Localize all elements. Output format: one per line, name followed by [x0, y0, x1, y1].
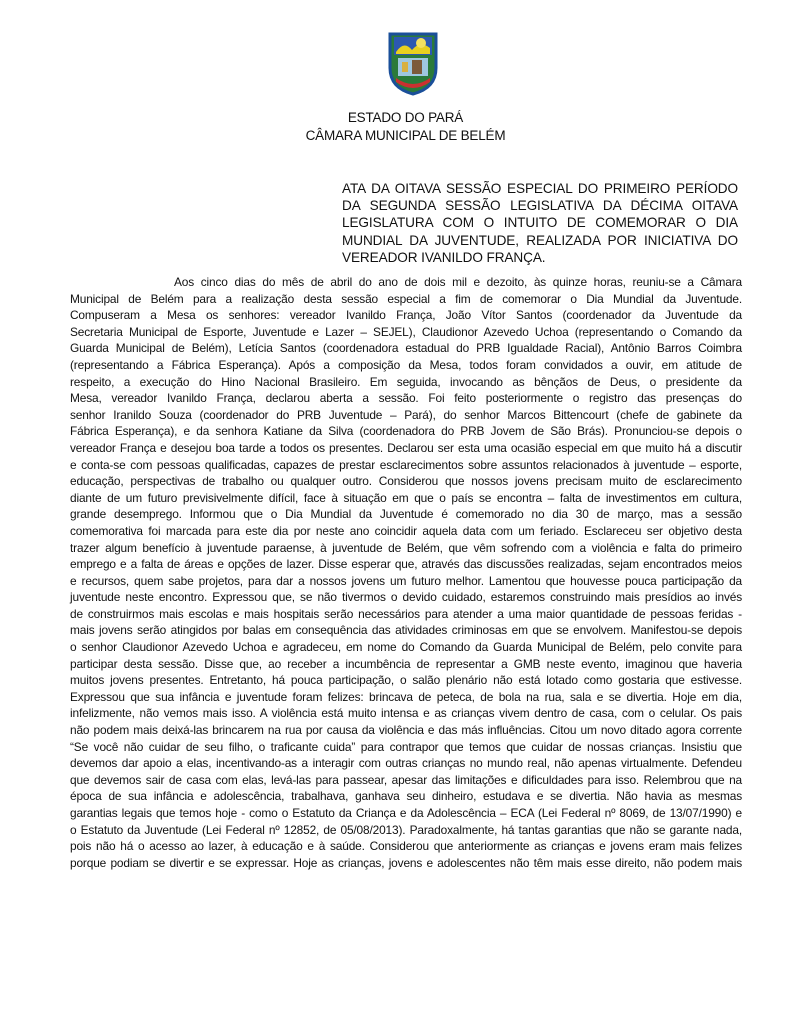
body-line: Aos cinco dias do mês de abril do ano de dois mil e dezoito, às quinze horas, reuniu-se a Câmara	[174, 275, 742, 289]
coat-of-arms-emblem	[386, 28, 440, 96]
title-line: VEREADOR IVANILDO FRANÇA.	[342, 249, 546, 265]
body-line: pois não há o acesso ao lazer, à educação e à saúde. Considerou que anteriormente as crianças e jovens eram mais felizes	[70, 839, 742, 854]
body-line: vereador França e desejou boa tarde a todos os presentes. Declarou ser esta uma ocasião especial em que muito há a discutir	[70, 440, 742, 455]
body-line: Expressou que sua infância e juventude foram felizes: brincava de peteca, de bola na rua, sala e se divertia. Hoje em dia,	[70, 689, 742, 704]
body-line: devemos dar apoio a elas, incentivando-as a interagir com outras crianças no mundo real, não apenas virtualmente. Defendeu	[70, 756, 742, 771]
body-line: senhor Iranildo Souza (coordenador do PRB Juventude – Pará), do senhor Marcos Bittencourt (chefe de gabinete da	[70, 407, 742, 422]
body-line: Secretaria Municipal de Esporte, Juventude e Lazer – SEJEL), Claudionor Azevedo Uchoa (representando o Comando da	[70, 324, 742, 339]
body-line: o senhor Claudionor Azevedo Uchoa e agradeceu, em nome do Comando da Guarda Municipal de Belém, pelo convite para	[70, 640, 742, 655]
minutes-body-text	[70, 274, 742, 871]
body-line: diante de um futuro previsivelmente difícil, face à situação em que o país se encontra – falta de investimentos em cultura,	[70, 490, 742, 505]
body-line: trazer algum benefício à juventude paraense, à juventude de Belém, que vêm sofrendo com a violência e falta do primeiro	[70, 540, 742, 555]
title-line: MUNDIAL DA JUVENTUDE, REALIZADA POR INICIATIVA DO	[342, 232, 738, 248]
body-line: Guarda Municipal de Belém), Letícia Santos (coordenadora estadual do PRB Igualdade Racial), Antônio Barros Coimbra	[70, 341, 742, 356]
body-line: (representando a Fábrica Esperança). Após a composição da Mesa, todos foram convidados a ouvir, em atitude de	[70, 357, 742, 372]
body-line: Compuseram a Mesa os senhores: vereador Ivanildo França, João Vítor Santos (coordenador da Juventude da	[70, 308, 742, 323]
body-line: respeito, a execução do Hino Nacional Brasileiro. Em seguida, invocando as bênçãos de Deus, o presidente da	[70, 374, 742, 389]
body-line: emprego e a falta de áreas e opções de lazer. Disse esperar que, através das discussões realizadas, sejam encontrados meios	[70, 557, 742, 572]
body-line: grande desemprego. Informou que o Dia Mundial da Juventude é comemorado no dia 30 de março, mas a sessão	[70, 507, 742, 522]
body-line: não podem mais deixá-las brincarem na rua por causa da violência e das más influências. Citou um novo ditado agora corrente	[70, 723, 742, 738]
body-line: infelizmente, não vemos mais isso. A violência está muito intensa e as crianças vivem dentro de casa, com o celular. Os pais	[70, 706, 742, 721]
body-line: e conta-se com pessoas qualificadas, capazes de prestar esclarecimentos sobre assuntos relacionados à juventude – esporte,	[70, 457, 742, 472]
body-line: que devemos sair de casa com elas, levá-las para passear, apesar das limitações e dificuldades para isso. Relembrou que na	[70, 772, 742, 787]
title-line: DA SEGUNDA SESSÃO LEGISLATIVA DA DÉCIMA OITAVA	[342, 198, 738, 214]
body-line: educação, perspectivas de trabalho ou qualquer outro. Considerou que nossos jovens precisam muito de esclarecimento	[70, 474, 742, 489]
body-line: Mesa, vereador Ivanildo França, declarou aberta a sessão. Foi feito posteriormente o registro das presenças do	[70, 391, 742, 406]
title-line: ATA DA OITAVA SESSÃO ESPECIAL DO PRIMEIRO PERÍODO	[342, 181, 738, 196]
title-line: LEGISLATURA COM O INTUITO DE COMEMORAR O DIA	[342, 215, 738, 231]
body-line: comemorativa foi marcada para este dia por neste ano coincidir aquela data com um feriado. Esclareceu ser objetivo desta	[70, 523, 742, 538]
body-line: juventude neste encontro. Expressou que, se não tivermos o devido cuidado, estaremos construindo mais presídios ao invés	[70, 590, 742, 605]
body-line: Fábrica Esperança), e da senhora Katiane da Silva (coordenadora do PRB Jovem de São Brás). Pronunciou-se depois o	[70, 424, 742, 439]
body-line: o Estatuto da Juventude (Lei Federal nº 12852, de 05/08/2013). Paradoxalmente, há tantas garantias que não se garante nada,	[70, 822, 742, 837]
body-line: muitos jovens presentes. Entretanto, há pouca participação, o salão plenário não está lotado como gostaria que estivesse.	[70, 673, 742, 688]
body-line: porque podiam se divertir e se expressar. Hoje as crianças, jovens e adolescentes não têm mais esse direito, não podem mais	[70, 855, 742, 870]
body-line: mais jovens serão atingidos por balas em consequência das atividades criminosas em que se envolvem. Manifestou-se depois	[70, 623, 742, 638]
header-chamber-name: CÂMARA MUNICIPAL DE BELÉM	[305, 128, 506, 143]
body-line: Municipal de Belém para a realização desta sessão especial a fim de comemorar o Dia Mundial da Juventude.	[70, 291, 742, 306]
body-line: e recursos, quem sabe projetos, para dar a nossos jovens um futuro melhor. Lamentou que houvesse pouca participação da	[70, 573, 742, 588]
document-title	[342, 180, 738, 266]
header-state-name: ESTADO DO PARÁ	[347, 110, 464, 125]
body-line: de construirmos mais escolas e mais hospitais serão necessários para atender a uma maior quantidade de pessoas feridas -	[70, 606, 742, 621]
body-line: participar desta sessão. Disse que, ao receber a incumbência de representar a GMB neste evento, imaginou que haveria	[70, 656, 742, 671]
body-line: garantias legais que temos hoje - como o Estatuto da Criança e da Adolescência – ECA (Lei Federal nº 8069, de 13/07/1990) e	[70, 806, 742, 820]
body-line: “Se você não cuidar de seu filho, o traficante cuida” para contrapor que temos que cuidar de nossas crianças. Insistiu que	[70, 739, 742, 754]
body-line: época de sua infância e adolescência, trabalhava, ganhava seu dinheiro, estudava e se divertia. Não havia as mesmas	[70, 789, 742, 804]
